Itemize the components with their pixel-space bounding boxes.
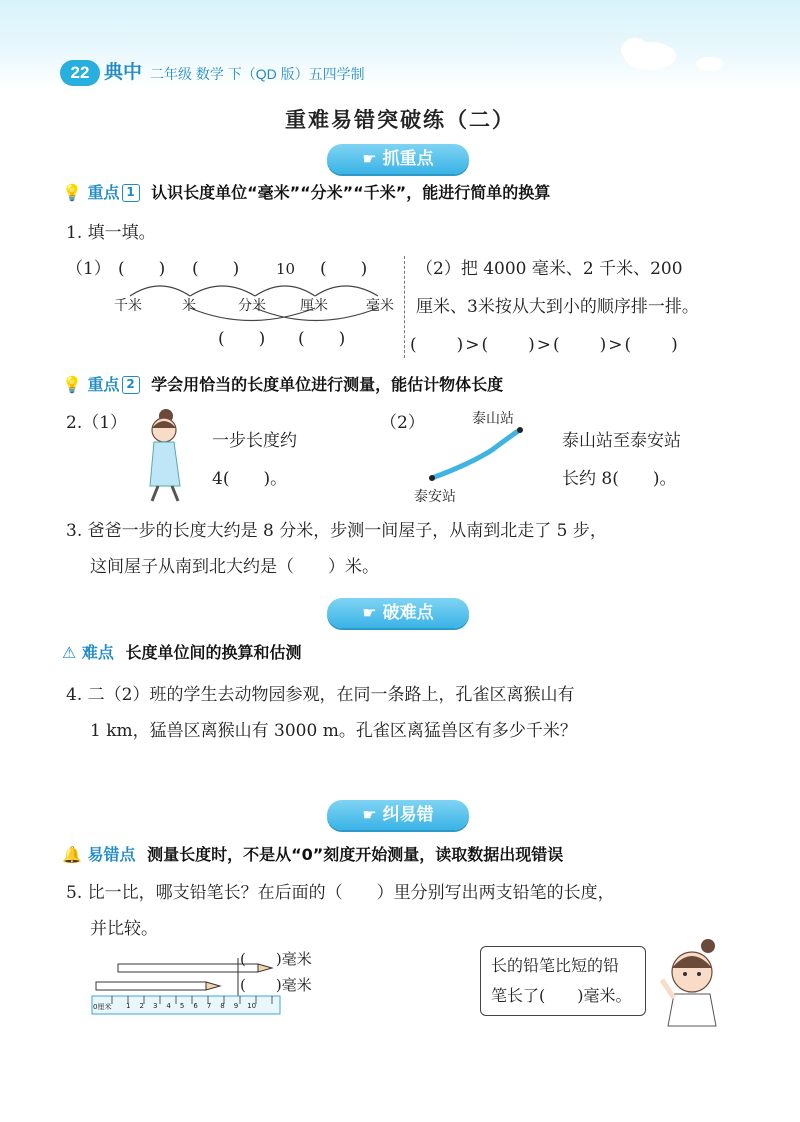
- lightbulb-icon: 💡: [62, 183, 82, 202]
- q5-line2: 并比较。: [90, 919, 158, 939]
- key-point-number: 1: [122, 184, 140, 202]
- q3-line1: 3. 爸爸一步的长度大约是 8 分米，步测一间屋子，从南到北走了 5 步，: [66, 521, 607, 541]
- key-point-label: 重点: [87, 375, 120, 394]
- lightbulb-icon: 💡: [62, 375, 82, 394]
- banner-jiu-yicuo: ☛ 纠易错: [327, 800, 469, 830]
- q2-num-1: 2.（1）: [66, 413, 128, 433]
- book-title: 二年级 数学 下（QD 版）五四学制: [150, 66, 365, 82]
- speech-line-1: 长的铅笔比短的铅: [491, 956, 620, 975]
- q1-part2-answer-blanks[interactable]: ( )>( )>( )>( ): [410, 335, 680, 355]
- q2-p2-line2[interactable]: 长约 8( )。: [562, 469, 677, 489]
- unit-mi: 米: [182, 298, 196, 314]
- q5-line1[interactable]: 5. 比一比，哪支铅笔长？在后面的（ ）里分别写出两支铅笔的长度，: [66, 883, 615, 903]
- pointing-hand-icon: ☛: [362, 603, 377, 622]
- unit-limi: 厘米: [300, 298, 328, 314]
- ruler-zero-label: 0厘米: [93, 1003, 112, 1011]
- q1-top-value: 10: [276, 260, 296, 278]
- speech-bubble: [480, 946, 646, 1016]
- girl-walking-illustration: [138, 406, 196, 506]
- key-point-text: 学会用恰当的长度单位进行测量，能估计物体长度: [151, 375, 504, 394]
- page-number: 22: [60, 60, 100, 86]
- q2-p1-line1: 一步长度约: [212, 431, 297, 451]
- q3-line2[interactable]: 这间屋子从南到北大约是（ ）米。: [90, 557, 379, 577]
- q5-blank-long[interactable]: ( )毫米: [240, 950, 312, 968]
- speech-line-2[interactable]: 笔长了( )毫米。: [491, 986, 632, 1005]
- error-prone-point: [62, 842, 563, 865]
- unit-qianmi: 千米: [114, 298, 142, 314]
- key-point-1: [62, 180, 550, 203]
- q5-blank-short[interactable]: ( )毫米: [240, 976, 312, 994]
- difficult-point-label: 难点: [81, 643, 114, 662]
- key-point-number: 2: [122, 376, 140, 394]
- pointing-hand-icon: ☛: [362, 149, 377, 168]
- divider-dashed: [404, 256, 405, 358]
- banner-po-nandian: ☛ 破难点: [327, 598, 469, 628]
- q2-p2-line1: 泰山站至泰安站: [562, 431, 681, 451]
- route-map-illustration: [420, 420, 530, 490]
- unit-fenmi: 分米: [238, 298, 266, 314]
- q1-top-blank-2[interactable]: ( ): [192, 259, 240, 279]
- q2-p1-line2[interactable]: 4( )。: [212, 469, 288, 489]
- key-point-text: 认识长度单位“毫米”“分米”“千米”，能进行简单的换算: [151, 183, 551, 202]
- q1-part2-line2: 厘米、3米按从大到小的顺序排一排。: [416, 297, 699, 317]
- q1-top-blank-1[interactable]: ( ): [118, 259, 166, 279]
- q1-part1-label: （1）: [66, 259, 111, 279]
- station-taishan: 泰山站: [472, 411, 514, 427]
- q4-line2: 1 km，猛兽区离猴山有 3000 m。孔雀区离猛兽区有多少千米？: [90, 721, 577, 741]
- q4-line1: 4. 二（2）班的学生去动物园参观，在同一条路上，孔雀区离猴山有: [66, 685, 575, 705]
- unit-haomi: 毫米: [366, 298, 394, 314]
- book-logo: 典中: [104, 62, 143, 83]
- q1-top-blank-3[interactable]: ( ): [320, 259, 368, 279]
- station-taian: 泰安站: [414, 489, 456, 505]
- ruler-tick-labels: 1 2 3 4 5 6 7 8 9 10: [126, 1002, 257, 1010]
- difficult-point-text: 长度单位间的换算和估测: [125, 643, 302, 662]
- girl-pointing-illustration: [652, 938, 724, 1028]
- q2-num-2: （2）: [380, 413, 425, 433]
- banner-zhua-zhongdian: ☛ 抓重点: [327, 144, 469, 174]
- difficult-point: [62, 640, 302, 663]
- page-title: 重难易错突破练（二）: [285, 108, 515, 132]
- pointing-hand-icon: ☛: [362, 805, 377, 824]
- question-1-head: 1. 填一填。: [66, 223, 156, 243]
- key-point-label: 重点: [87, 183, 120, 202]
- q1-bottom-blank-1[interactable]: ( ): [218, 329, 266, 349]
- q1-bottom-blank-2[interactable]: ( ): [298, 329, 346, 349]
- bell-icon: 🔔: [62, 845, 82, 864]
- error-prone-text: 测量长度时，不是从“0”刻度开始测量，读取数据出现错误: [147, 845, 564, 864]
- cloud-icon: [590, 28, 740, 78]
- q1-part2-line1: （2）把 4000 毫米、2 千米、200: [416, 259, 683, 279]
- warning-icon: ⚠: [62, 643, 77, 662]
- error-prone-label: 易错点: [87, 845, 136, 864]
- key-point-2: [62, 372, 503, 395]
